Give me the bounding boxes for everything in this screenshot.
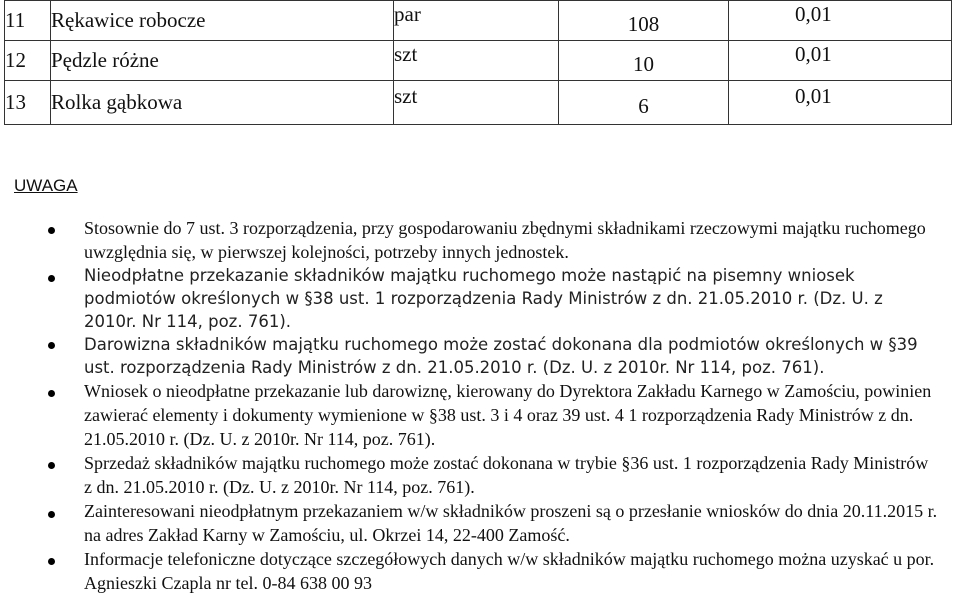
table-row — [5, 41, 952, 81]
item-quantity: 6 — [559, 81, 729, 125]
row-number: 12 — [5, 41, 51, 81]
bullet-icon — [48, 511, 55, 518]
notice-text: Nieodpłatne przekazanie składników majątku ruchomego może nastąpić na pisemny wniosek podmiotów określonych w §38 ust. 1 rozporządzenia Rady Ministrów z dn. 21.05.2010 r. (Dz. U. z 2010r. Nr 114, poz. 761). — [84, 266, 883, 331]
list-item — [0, 451, 940, 499]
table-row — [5, 81, 952, 125]
item-name: Pędzle różne — [51, 41, 394, 81]
table-row — [5, 1, 952, 41]
list-item — [0, 333, 940, 379]
item-unit: szt — [394, 81, 559, 125]
items-table — [4, 0, 952, 125]
notice-text: Zainteresowani nieodpłatnym przekazaniem w/w składników proszeni są o przesłanie wniosków do dnia 20.11.2015 r. na adres Zakład Karny w Zamościu, ul. Okrzei 14, 22-400 Zamość. — [84, 501, 938, 545]
notice-heading: UWAGA — [14, 176, 78, 195]
bullet-icon — [48, 390, 55, 397]
bullet-icon — [48, 558, 55, 565]
bullet-icon — [48, 227, 55, 234]
notice-text: Wniosek o nieodpłatne przekazanie lub darowiznę, kierowany do Dyrektora Zakładu Karnego w Zamościu, powinien zawierać elementy i dokumenty wymienione w §38 ust. 3 i 4 oraz 39 ust. 4 1 rozporządzenia Rady Ministrów z dn. 21.05.2010 r. (Dz. U. z 2010r. Nr 114, poz. 761). — [84, 381, 932, 449]
item-unit: szt — [394, 41, 559, 81]
row-number: 13 — [5, 81, 51, 125]
notice-text: Informacje telefoniczne dotyczące szczegółowych danych w/w składników majątku ruchomego można uzyskać u por. Agnieszki Czapla nr tel. 0-84 638 00 93 — [84, 549, 935, 593]
item-value: 0,01 — [729, 41, 952, 81]
list-item — [0, 216, 940, 264]
bullet-icon — [48, 275, 55, 282]
item-name: Rolka gąbkowa — [51, 81, 394, 125]
item-value: 0,01 — [729, 81, 952, 125]
notice-text: Darowizna składników majątku ruchomego może zostać dokonana dla podmiotów określonych w §39 ust. rozporządzenia Rady Ministrów z dn. 21.05.2010 r. (Dz. U. z 2010r. Nr 114, poz. 761). — [84, 335, 918, 377]
notice-text: Sprzedaż składników majątku ruchomego może zostać dokonana w trybie §36 ust. 1 rozporządzenia Rady Ministrów z dn. 21.05.2010 r. (Dz. U. z 2010r. Nr 114, poz. 761). — [84, 453, 929, 497]
item-name: Rękawice robocze — [51, 1, 394, 41]
bullet-icon — [48, 342, 55, 349]
list-item — [0, 379, 940, 451]
item-value: 0,01 — [729, 1, 952, 41]
list-item — [0, 547, 940, 595]
list-item — [0, 499, 940, 547]
list-item — [0, 264, 940, 333]
notice-text: Stosownie do 7 ust. 3 rozporządzenia, przy gospodarowaniu zbędnymi składnikami rzeczowymi majątku ruchomego uwzględnia się, w pierwszej kolejności, potrzeby innych jednostek. — [84, 218, 926, 262]
notice-list — [0, 216, 940, 595]
item-quantity: 108 — [559, 1, 729, 41]
item-quantity: 10 — [559, 41, 729, 81]
item-unit: par — [394, 1, 559, 41]
row-number: 11 — [5, 1, 51, 41]
bullet-icon — [48, 462, 55, 469]
